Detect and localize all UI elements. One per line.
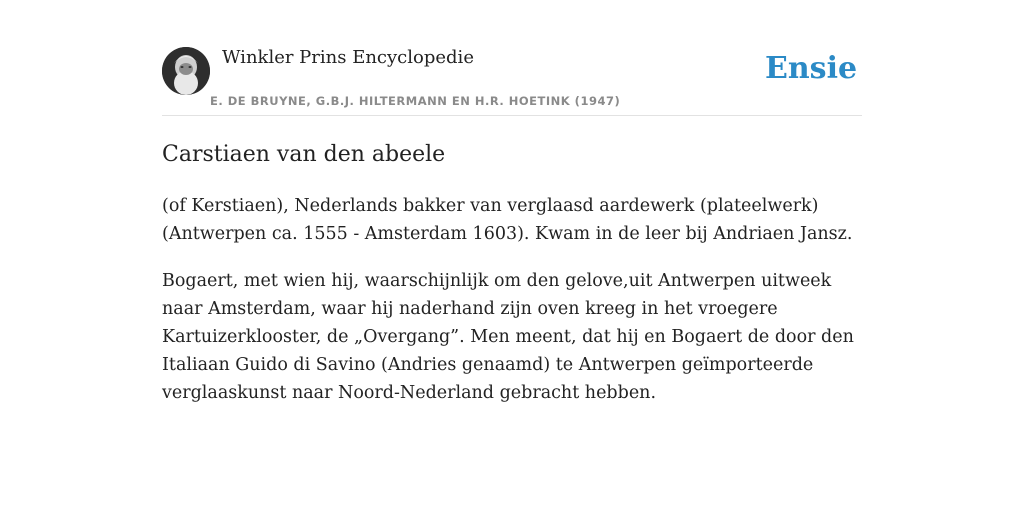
source-title[interactable]: Winkler Prins Encyclopedie — [222, 47, 474, 68]
ensie-logo[interactable]: Ensie — [765, 51, 858, 86]
article-paragraph: (of Kerstiaen), Nederlands bakker van verglaasd aardewerk (plateelwerk) (Antwerpen ca. 1555 - Amsterdam 1603). Kwam in de leer bij Andriaen Jansz. — [162, 196, 853, 244]
article-paragraph: Bogaert, met wien hij, waarschijnlijk om den gelove,uit Antwerpen uitweek naar Amsterdam, waar hij naderhand zijn oven kreeg in het vroegere Kartuizerklooster, de „Overgang”. Men meent, dat hij en Bogaert de door den Italiaan Guido di Savino (Andries genaamd) te Antwerpen geïmporteerde verglaaskunst naar Noord-Nederland gebracht hebben. — [162, 271, 854, 403]
authors-line: E. DE BRUYNE, G.B.J. HILTERMANN EN H.R. HOETINK (1947) — [210, 94, 621, 108]
portrait-photo-icon — [162, 47, 210, 95]
avatar[interactable] — [162, 47, 210, 95]
article-title: Carstiaen van den abeele — [162, 142, 446, 167]
header-divider — [162, 115, 862, 116]
article-body — [162, 192, 864, 426]
